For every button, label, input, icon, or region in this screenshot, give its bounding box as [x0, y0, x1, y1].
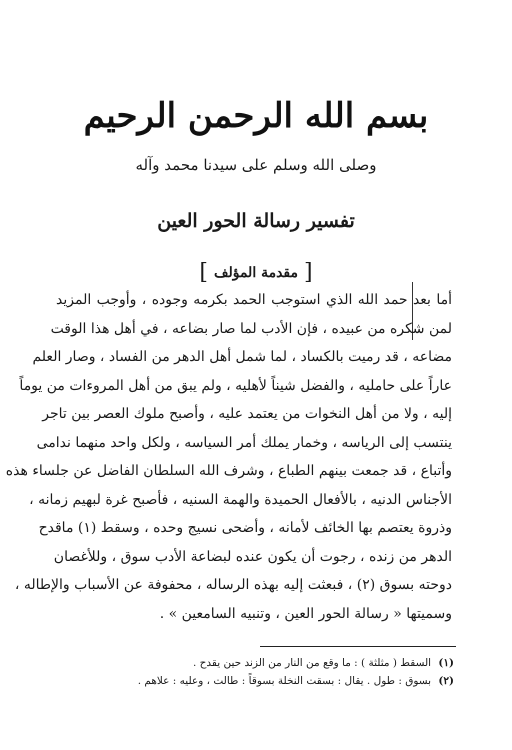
footnote-divider: [260, 646, 456, 647]
body-line: مضاعه ، قد رميت بالكساد ، لما شمل أهل الدهر من الفساد ، وصار العلم: [32, 349, 452, 365]
book-title: تفسير رسالة الحور العين: [157, 210, 355, 232]
bracket-open-icon: [: [304, 260, 313, 285]
body-line: أما بعد حمد الله الذي استوجب الحمد بكرمه وجوده ، وأوجب المزيد: [56, 292, 452, 308]
body-line: وذروة يعتصم بها الخائف لأمانه ، وأضحى نسيج وحده ، وسقط (١) ماقدح: [38, 520, 452, 536]
blessing-line: وصلى الله وسلم على سيدنا محمد وآله: [135, 156, 377, 174]
footnote-text: بسوق : طول . يقال : بسقت النخلة بسوقاً : طالت ، وعليه : علاهم .: [137, 675, 432, 687]
body-line: الأجناس الدنيه ، بالأفعال الحميدة والهمة السنيه ، فأصبح غرة لبهيم زمانه ،: [29, 491, 452, 508]
section-heading: [0, 260, 512, 285]
footnote-number: (٢): [438, 675, 454, 687]
body-line: دوحته بسوق (٢) ، فبعثت إليه بهذه الرساله ، محفوفة عن الأسباب والإطاله ،: [14, 577, 452, 593]
body-line: وسميتها « رسالة الحور العين ، وتنبيه السامعين » .: [159, 605, 452, 622]
body-line: الدهر من زنده ، رجوت أن يكون عنده لبضاعة الأدب سوق ، وللأغصان: [53, 548, 452, 565]
section-heading-label: مقدمة المؤلف: [213, 265, 299, 281]
body-line: عاراً على حامليه ، والفضل شيناً لأهليه ، ولم يبق من أهل المروءات من يوماً: [19, 377, 452, 394]
footnote-number: (١): [438, 657, 454, 669]
footnotes: [70, 654, 454, 690]
body-text: [5, 286, 452, 628]
body-line: لمن شكره من عبيده ، فإن الأدب لما صار بضاعه ، في أهل هذا الوقت: [50, 320, 452, 337]
body-line: إليه ، ولا من أهل النخوات من يعتمد عليه ، وأصبح ملوك العصر بين تاجر: [42, 406, 452, 422]
basmala-calligraphy: بسم الله الرحمن الرحيم: [83, 96, 429, 136]
body-line: ينتسب إلى الرياسه ، وخمار يملك أمر السياسه ، ولكل واحد منهما ندامى: [36, 434, 452, 451]
body-line: وأتباع ، قد جمعت بينهم الطباع ، وشرف الله السلطان الفاضل عن جلساء هذه: [5, 463, 452, 479]
footnote-item: [70, 654, 454, 672]
bracket-close-icon: ]: [199, 260, 208, 285]
footnote-item: [70, 672, 454, 690]
footnote-text: السقط ( مثلثة ) : ما وقع من النار من الزند حين يقدح .: [192, 657, 432, 669]
